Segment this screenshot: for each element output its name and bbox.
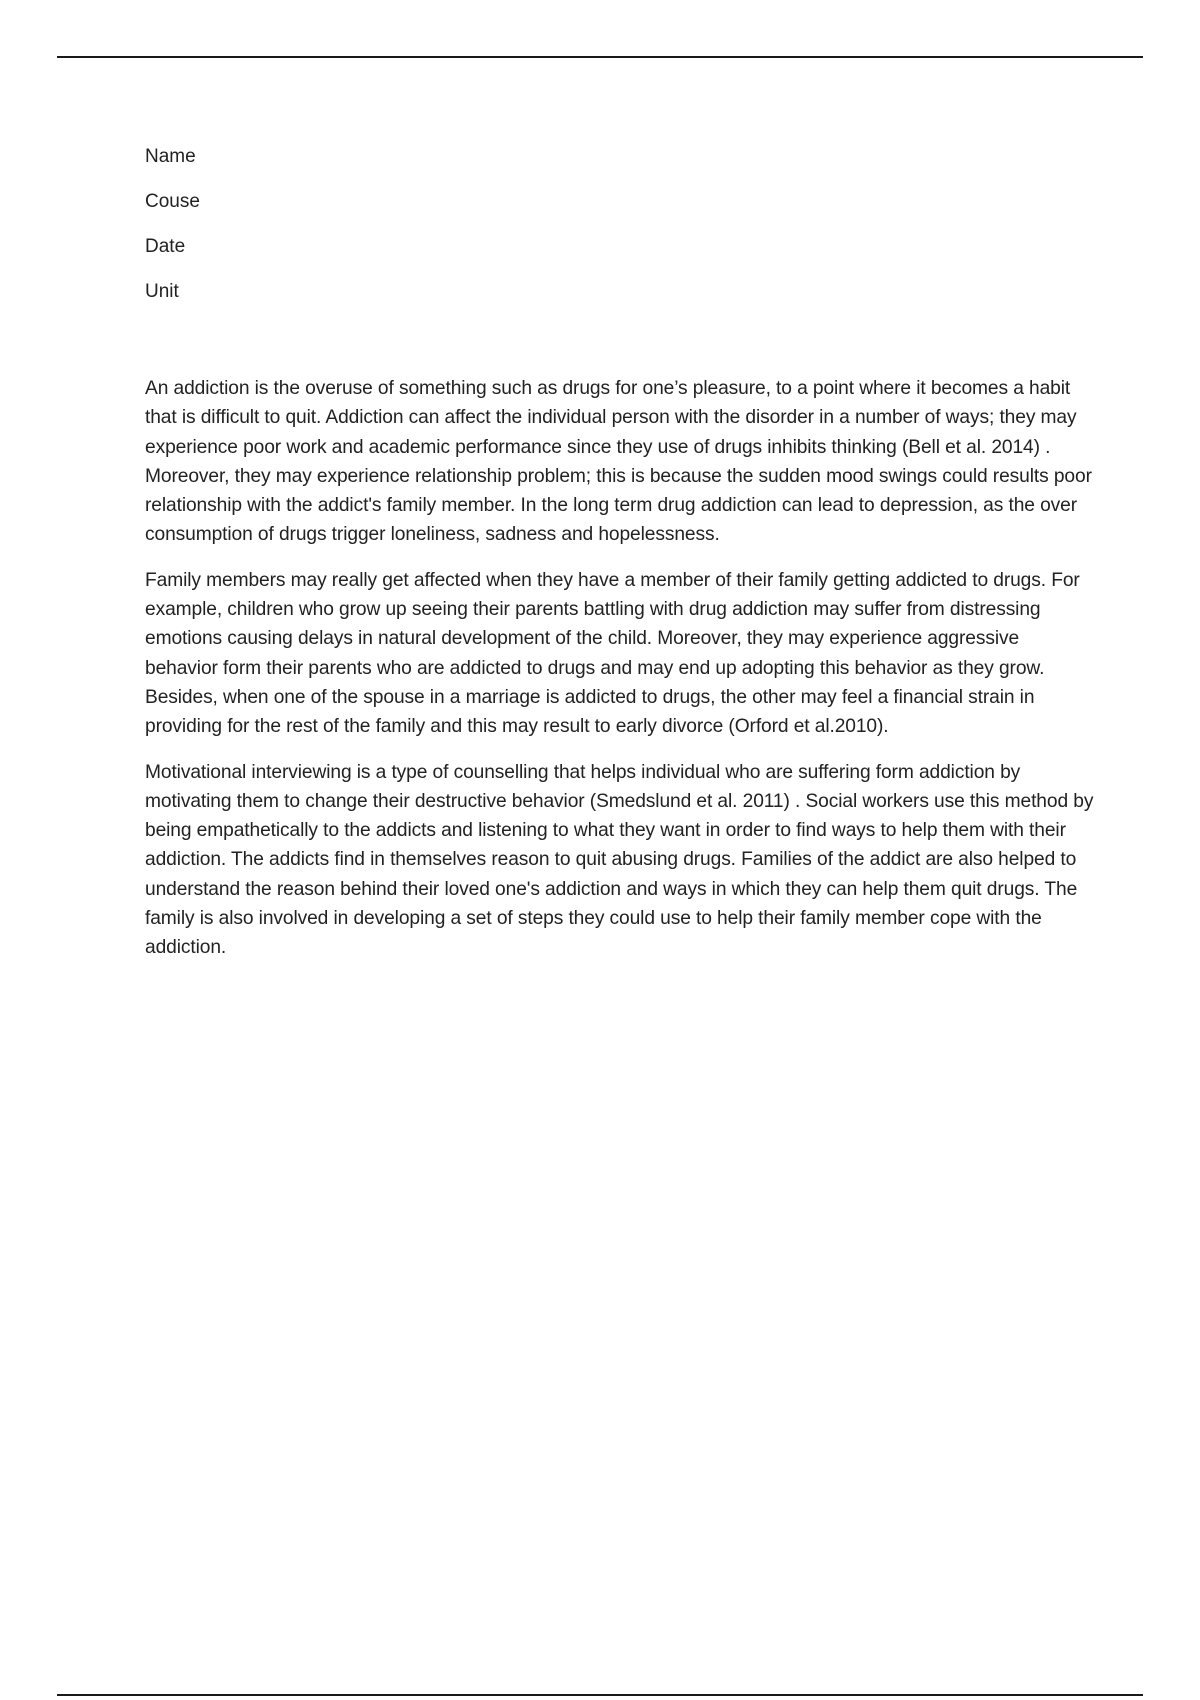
paragraph-motivational-interviewing: Motivational interviewing is a type of counselling that helps individual who are suffering form addiction by motivating them to change their destructive behavior (Smedslund et al. 2011) . Social workers use this method by being empathetically to the addicts and listening to what they want in order to find ways to help them with their addiction. The addicts find in themselves reason to quit abusing drugs. Families of the addict are also helped to understand the reason behind their loved one's addiction and ways in which they can help them quit drugs. The family is also involved in developing a set of steps they could use to help their family member cope with the addiction. <box>145 761 1094 959</box>
unit-line: Unit <box>145 281 179 302</box>
student-info-block <box>145 146 545 326</box>
essay-body <box>145 374 1097 979</box>
header-rule <box>57 56 1143 58</box>
name-line: Name <box>145 146 196 167</box>
course-line: Couse <box>145 191 200 212</box>
paragraph-family-effects: Family members may really get affected when they have a member of their family getting addicted to drugs. For example, children who grow up seeing their parents battling with drug addiction may suffer from distressing emotions causing delays in natural development of the child. Moreover, they may experience aggressive behavior form their parents who are addicted to drugs and may end up adopting this behavior as they grow. Besides, when one of the spouse in a marriage is addicted to drugs, the other may feel a financial strain in providing for the rest of the family and this may result to early divorce (Orford et al.2010). <box>145 569 1080 738</box>
footer-rule <box>57 1694 1143 1696</box>
date-line: Date <box>145 236 186 257</box>
paragraph-addiction-definition: An addiction is the overuse of something such as drugs for one’s pleasure, to a point where it becomes a habit that is difficult to quit. Addiction can affect the individual person with the disorder in a number of ways; they may experience poor work and academic performance since they use of drugs inhibits thinking (Bell et al. 2014) . Moreover, they may experience relationship problem; this is because the sudden mood swings could results poor relationship with the addict's family member. In the long term drug addiction can lead to depression, as the over consumption of drugs trigger loneliness, sadness and hopelessness. <box>145 378 1092 546</box>
